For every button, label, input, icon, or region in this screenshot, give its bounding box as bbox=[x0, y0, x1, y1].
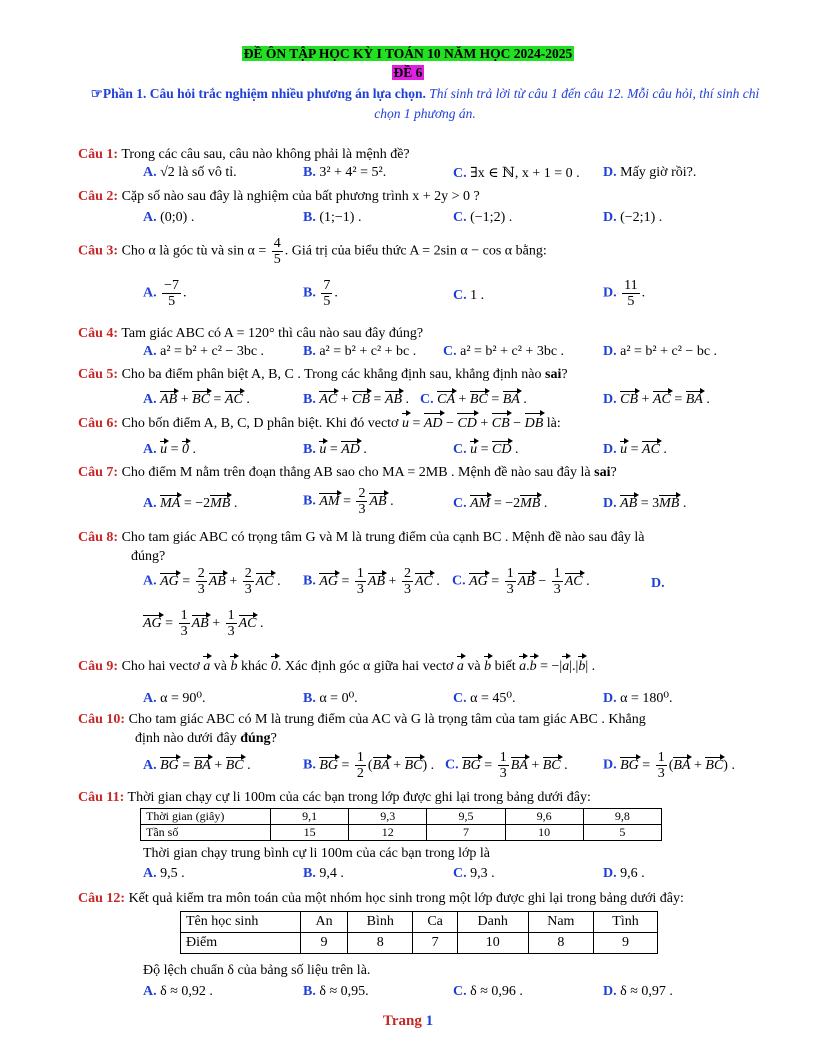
option-a-label[interactable]: A. bbox=[143, 392, 157, 407]
dot-product-condition: a.b = −|a|.|b| . bbox=[519, 659, 596, 674]
option-b: AG = $\frac{1}{3}$ AB + $\frac{2}{3}$ AC . bbox=[319, 566, 440, 597]
q1-options bbox=[0, 165, 816, 185]
option-d: δ ≈ 0,97 . bbox=[620, 984, 673, 999]
option-c: 9,3 . bbox=[470, 866, 495, 881]
option-b-label[interactable]: B. bbox=[303, 573, 316, 589]
part-instruction: Thí sinh trả lời từ câu 1 đến câu 12. Mỗi câu hỏi, thí sinh chỉ chọn 1 phương án. bbox=[374, 86, 760, 121]
option-c-label[interactable]: C. bbox=[453, 984, 467, 999]
option-b: α = 0⁰. bbox=[319, 691, 358, 706]
option-c-label[interactable]: C. bbox=[453, 166, 467, 181]
option-a-label[interactable]: A. bbox=[143, 573, 157, 589]
option-d: AB = 3MB . bbox=[620, 496, 687, 511]
option-c-label[interactable]: C. bbox=[453, 288, 467, 303]
question-8 bbox=[78, 528, 778, 566]
option-d-label[interactable]: D. bbox=[603, 344, 617, 359]
question-text-cont: là: bbox=[546, 416, 561, 431]
part-heading bbox=[80, 84, 770, 124]
exam-title bbox=[0, 46, 816, 62]
question-label: Câu 5: bbox=[78, 367, 119, 382]
option-d-label[interactable]: D. bbox=[603, 691, 617, 706]
question-5: Câu 5: Cho ba điểm phân biệt A, B, C . Trong các khẳng định sau, khẳng định nào sai? bbox=[78, 367, 568, 382]
option-a: √2 là số vô tỉ. bbox=[160, 165, 237, 180]
option-c: (−1;2) . bbox=[470, 210, 513, 225]
question-11 bbox=[78, 788, 778, 807]
option-c: u = CD . bbox=[470, 442, 519, 457]
option-d: α = 180⁰. bbox=[620, 691, 673, 706]
option-d-label[interactable]: D. bbox=[603, 165, 617, 180]
option-a-label[interactable]: A. bbox=[143, 691, 157, 706]
q11-options bbox=[0, 866, 816, 886]
option-c-label[interactable]: C. bbox=[453, 210, 467, 225]
question-7: Câu 7: Cho điểm M nằm trên đoạn thẳng AB sao cho MA = 2MB . Mệnh đề nào sau đây là sai? bbox=[78, 465, 617, 480]
emphasis-word: sai bbox=[594, 465, 611, 480]
question-label: Câu 8: bbox=[78, 530, 119, 545]
emphasis-word: sai bbox=[545, 367, 562, 382]
question-text: Cho α là góc tù và sin α = bbox=[121, 243, 267, 259]
table-row: Tần số 15 12 7 10 5 bbox=[141, 825, 662, 841]
option-d: u = AC . bbox=[620, 442, 667, 457]
page-footer bbox=[0, 1013, 816, 1030]
option-b: 3² + 4² = 5². bbox=[319, 165, 387, 180]
q11-subquestion: Thời gian chạy trung bình cự li 100m của các bạn trong lớp là bbox=[143, 846, 491, 861]
option-a-label[interactable]: A. bbox=[143, 866, 157, 881]
option-b: AC + CB = AB . bbox=[319, 392, 410, 407]
option-a: (0;0) . bbox=[160, 210, 195, 225]
option-d: $\frac{11}{5}$ bbox=[624, 278, 638, 309]
question-text: Kết quả kiểm tra môn toán của một nhóm học sinh trong một lớp được ghi lại trong bảng dưới đây: bbox=[128, 891, 684, 906]
question-label: Câu 1: bbox=[78, 147, 119, 162]
option-c: 1 . bbox=[470, 288, 485, 303]
option-a: u = 0 . bbox=[160, 442, 197, 457]
option-b: (1;−1) . bbox=[319, 210, 362, 225]
option-a: δ ≈ 0,92 . bbox=[160, 984, 213, 999]
running-time-table bbox=[140, 808, 662, 841]
option-a: α = 90⁰. bbox=[160, 691, 206, 706]
math-score-table bbox=[180, 911, 658, 954]
question-text: Thời gian chạy cự li 100m của các bạn trong lớp được ghi lại trong bảng dưới đây: bbox=[127, 790, 591, 805]
question-2 bbox=[78, 187, 778, 206]
option-c-label[interactable]: C. bbox=[420, 392, 434, 407]
exam-number bbox=[0, 65, 816, 81]
question-text-cont: định nào dưới đây bbox=[135, 731, 237, 746]
question-text: Cho hai vectơ bbox=[121, 659, 200, 674]
question-1 bbox=[78, 145, 778, 164]
question-6 bbox=[78, 414, 778, 433]
option-c: α = 45⁰. bbox=[470, 691, 516, 706]
question-text: Trong các câu sau, câu nào không phải là mệnh đề? bbox=[121, 147, 410, 162]
question-text: Cho ba điểm phân biệt A, B, C . Trong các khẳng định sau, khẳng định nào bbox=[121, 367, 542, 382]
q12-options bbox=[0, 984, 816, 1004]
question-label: Câu 12: bbox=[78, 891, 126, 906]
question-label: Câu 11: bbox=[78, 790, 125, 805]
question-label: Câu 6: bbox=[78, 416, 119, 431]
option-c-label[interactable]: C. bbox=[445, 757, 459, 773]
question-9: Câu 9: Cho hai vectơ a và b khác 0. Xác định góc α giữa hai vectơ a và b biết a.b = −|a|.|b| . bbox=[78, 659, 596, 674]
exam-number-text: ĐỀ 6 bbox=[393, 65, 423, 80]
option-c: ∃x ∈ ℕ, x + 1 = 0 . bbox=[470, 166, 580, 181]
title-text: ĐỀ ÔN TẬP HỌC KỲ I TOÁN 10 NĂM HỌC 2024-2025 bbox=[243, 46, 573, 61]
option-b-label[interactable]: B. bbox=[303, 344, 316, 359]
question-label: Câu 9: bbox=[78, 659, 119, 674]
option-d-label[interactable]: D. bbox=[603, 496, 617, 511]
option-b-label[interactable]: B. bbox=[303, 691, 316, 706]
question-text: Cho tam giác ABC có M là trung điểm của AC và G là trọng tâm của tam giác ABC . Khẳng bbox=[128, 712, 646, 727]
emphasis-word: đúng bbox=[240, 731, 271, 746]
option-d: Mấy giờ rồi?. bbox=[620, 165, 697, 180]
option-b-label[interactable]: B. bbox=[303, 866, 316, 881]
option-a-label[interactable]: A. bbox=[143, 496, 157, 511]
q7-options bbox=[0, 486, 816, 526]
q3-options: A. $\frac{-7}{5}$ . B. $\frac{7}{5}$ . C. 1 . D. $\frac{11}{5}$ . bbox=[143, 278, 646, 309]
q10-options bbox=[0, 750, 816, 790]
option-b-label[interactable]: B. bbox=[303, 757, 316, 773]
option-c: CA + BC = BA . bbox=[437, 392, 527, 407]
option-c-label[interactable]: C. bbox=[453, 496, 467, 511]
part-heading-text: ☞Phần 1. Câu hỏi trắc nghiệm nhiều phương án lựa chọn. bbox=[90, 86, 426, 101]
option-a: 9,5 . bbox=[160, 866, 185, 881]
question-text: Cặp số nào sau đây là nghiệm của bất phương trình x + 2y > 0 ? bbox=[121, 189, 480, 204]
option-a: MA = −2MB . bbox=[160, 496, 238, 511]
question-text: Tam giác ABC có A = 120° thì câu nào sau đây đúng? bbox=[121, 326, 424, 341]
option-b: u = AD . bbox=[319, 442, 367, 457]
option-a-label[interactable]: A. bbox=[143, 984, 157, 999]
question-4 bbox=[78, 324, 778, 343]
option-a: BG = BA + BC . bbox=[160, 758, 251, 773]
option-a-label[interactable]: A. bbox=[143, 758, 157, 773]
question-12 bbox=[78, 889, 778, 908]
option-b-label[interactable]: B. bbox=[303, 210, 316, 225]
option-b: AM = $\frac{2}{3}$ AB . bbox=[319, 486, 394, 517]
q4-options bbox=[0, 344, 816, 364]
option-b-label[interactable]: B. bbox=[303, 493, 316, 509]
option-b-label[interactable]: B. bbox=[303, 285, 316, 301]
option-d: BG = $\frac{1}{3}$ (BA + BC) . bbox=[620, 750, 735, 781]
question-label: Câu 7: bbox=[78, 465, 119, 480]
option-a-label[interactable]: A. bbox=[143, 344, 157, 359]
option-a: AG = $\frac{2}{3}$ AB + $\frac{2}{3}$ AC . bbox=[160, 566, 281, 597]
option-b: δ ≈ 0,95. bbox=[319, 984, 369, 999]
q2-options bbox=[0, 210, 816, 230]
option-d: CB + AC = BA . bbox=[620, 392, 710, 407]
vector-expression: u = AD − CD + CB − DB bbox=[401, 416, 544, 431]
option-c: AM = −2MB . bbox=[470, 496, 548, 511]
question-text: Cho điểm M nằm trên đoạn thẳng AB sao cho MA = 2MB . Mệnh đề nào sau đây là bbox=[121, 465, 591, 480]
question-label: Câu 2: bbox=[78, 189, 119, 204]
q8-options-row1 bbox=[0, 566, 816, 606]
option-d-label[interactable]: D. bbox=[603, 210, 617, 225]
option-c-label[interactable]: C. bbox=[443, 344, 457, 359]
option-c-label[interactable]: C. bbox=[453, 691, 467, 706]
option-c-label[interactable]: C. bbox=[452, 573, 466, 589]
option-a-label[interactable]: A. bbox=[143, 165, 157, 180]
option-b-label[interactable]: B. bbox=[303, 165, 316, 180]
option-c: AG = $\frac{1}{3}$ AB − $\frac{1}{3}$ AC . bbox=[469, 566, 590, 597]
option-d-label[interactable]: D. bbox=[603, 392, 617, 407]
option-c: δ ≈ 0,96 . bbox=[470, 984, 523, 999]
option-d: AG = $\frac{1}{3}$ AB + $\frac{1}{3}$ AC . bbox=[143, 608, 264, 639]
question-label: Câu 3: bbox=[78, 243, 119, 259]
option-d: a² = b² + c² − bc . bbox=[620, 344, 718, 359]
question-text-cont: . Giá trị của biểu thức A = 2sin α − cos α bằng: bbox=[284, 243, 547, 259]
option-b-label[interactable]: B. bbox=[303, 392, 316, 407]
q6-options bbox=[0, 442, 816, 462]
option-d-label[interactable]: D. bbox=[603, 757, 617, 773]
option-a-label[interactable]: A. bbox=[143, 442, 157, 457]
option-d-label[interactable]: D. bbox=[603, 866, 617, 881]
option-c: BG = $\frac{1}{3}$ BA + BC . bbox=[462, 750, 568, 781]
q12-subquestion: Độ lệch chuẩn δ của bảng số liệu trên là. bbox=[143, 963, 371, 978]
question-text-cont: đúng? bbox=[131, 549, 166, 564]
option-b-label[interactable]: B. bbox=[303, 984, 316, 999]
page-word: Trang bbox=[382, 1013, 422, 1029]
question-10: Câu 10: Cho tam giác ABC có M là trung điểm của AC và G là trọng tâm của tam giác ABC . Khẳng định nào dưới đây đúng? bbox=[78, 712, 646, 746]
option-c-label[interactable]: C. bbox=[453, 442, 467, 457]
option-b: $\frac{7}{5}$ bbox=[323, 278, 331, 309]
option-a: $\frac{-7}{5}$ bbox=[164, 278, 180, 309]
option-c-label[interactable]: C. bbox=[453, 866, 467, 881]
table-row: Tên học sinh An Bình Ca Danh Nam Tình bbox=[181, 912, 658, 933]
option-b: BG = $\frac{1}{2}$ (BA + BC) . bbox=[319, 750, 435, 781]
option-a: a² = b² + c² − 3bc . bbox=[160, 344, 265, 359]
option-d-label[interactable]: D. bbox=[603, 285, 617, 301]
option-d-label[interactable]: D. bbox=[603, 984, 617, 999]
option-d-label[interactable]: D. bbox=[603, 442, 617, 457]
fraction: $\frac{4}{5}$ bbox=[273, 236, 281, 267]
question-text: Cho tam giác ABC có trọng tâm G và M là trung điểm của cạnh BC . Mệnh đề nào sau đây là bbox=[121, 530, 645, 545]
table-row: Điểm 9 8 7 10 8 9 bbox=[181, 933, 658, 954]
q8-options-row2 bbox=[0, 608, 816, 648]
option-d: 9,6 . bbox=[620, 866, 645, 881]
option-d-label[interactable]: D. bbox=[651, 576, 665, 591]
option-a: AB + BC = AC . bbox=[160, 392, 250, 407]
option-b: a² = b² + c² + bc . bbox=[319, 344, 417, 359]
option-c: a² = b² + c² + 3bc . bbox=[460, 344, 565, 359]
question-text: Cho bốn điểm A, B, C, D phân biệt. Khi đó vectơ bbox=[121, 416, 399, 431]
q5-options bbox=[0, 392, 816, 412]
option-b-label[interactable]: B. bbox=[303, 442, 316, 457]
option-d: (−2;1) . bbox=[620, 210, 663, 225]
question-3 bbox=[78, 236, 778, 267]
question-label: Câu 4: bbox=[78, 326, 119, 341]
option-a-label[interactable]: A. bbox=[143, 210, 157, 225]
question-label: Câu 10: bbox=[78, 712, 126, 727]
option-b: 9,4 . bbox=[319, 866, 344, 881]
table-row: Thời gian (giây) 9,1 9,3 9,5 9,6 9,8 bbox=[141, 809, 662, 825]
option-a-label[interactable]: A. bbox=[143, 285, 157, 301]
page-number: 1 bbox=[425, 1013, 434, 1029]
q9-options bbox=[0, 690, 816, 710]
